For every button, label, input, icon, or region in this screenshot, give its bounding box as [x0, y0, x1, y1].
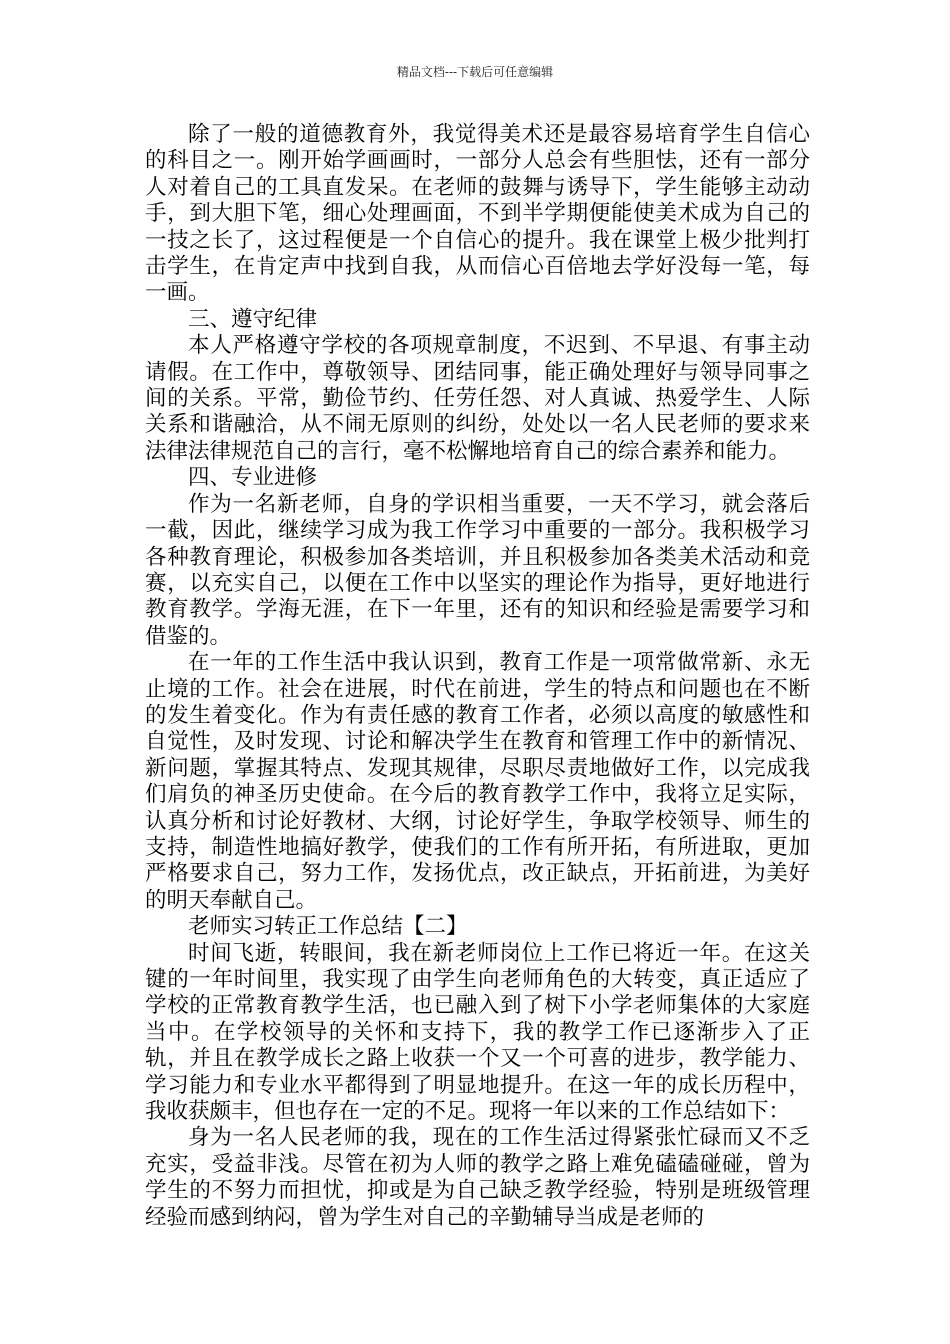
paragraph-summary-intro: 时间飞逝，转眼间，我在新老师岗位上工作已将近一年。在这关键的一年时间里，我实现了由学生向老师角色的大转变，真正适应了学校的正常教育教学生活，也已融入到了树下小学老师集体的大家庭当中。在学校领导的关怀和支持下，我的教学工作已逐渐步入了正轨，并且在教学成长之路上收获一个又一个可喜的进步，教学能力、学习能力和专业水平都得到了明显地提升。在这一年的成长历程中，我收获颇丰，但也存在一定的不足。现将一年以来的工作总结如下： [145, 940, 810, 1125]
section-heading-professional-study: 四、专业进修 [188, 465, 318, 491]
document-body [145, 122, 810, 1231]
paragraph-confidence: 除了一般的道德教育外，我觉得美术还是最容易培育学生自信心的科目之一。刚开始学画画时，一部分人总会有些胆怯，还有一部分人对着自己的工具直发呆。在老师的鼓舞与诱导下，学生能够主动动手，到大胆下笔，细心处理画面，不到半学期便能使美术成为自己的一技之长了，这过程便是一个自信心的提升。我在课堂上极少批判打击学生，在肯定声中找到自我，从而信心百倍地去学好没每一笔，每一画。 [145, 122, 810, 306]
paragraph-discipline: 本人严格遵守学校的各项规章制度，不迟到、不早退、有事主动请假。在工作中，尊敬领导、团结同事，能正确处理好与领导同事之间的关系。平常，勤俭节约、任劳任怨、对人真诚、热爱学生、人际关系和谐融洽，从不闹无原则的纠纷，处处以一名人民老师的要求来法律法律规范自己的言行，毫不松懈地培育自己的综合素养和能力。 [145, 333, 810, 464]
paragraph-professional-study: 作为一名新老师，自身的学识相当重要，一天不学习，就会落后一截，因此，继续学习成为我工作学习中重要的一部分。我积极学习各种教育理论，积极参加各类培训，并且积极参加各类美术活动和竞赛，以充实自己，以便在工作中以坚实的理论作为指导，更好地进行教育教学。学海无涯，在下一年里，还有的知识和经验是需要学习和借鉴的。 [145, 491, 810, 649]
section-heading-discipline: 三、遵守纪律 [188, 306, 318, 332]
section-title-summary-two: 老师实习转正工作总结【二】 [188, 914, 468, 940]
paragraph-teacher-life: 身为一名人民老师的我，现在的工作生活过得紧张忙碌而又不乏充实，受益非浅。尽管在初为人师的教学之路上难免磕磕碰碰，曾为学生的不努力而担忧，抑或是为自己缺乏教学经验，特别是班级管理经验而感到纳闷，曾为学生对自己的辛勤辅导当成是老师的 [145, 1125, 810, 1230]
page-header: 精品文档---下载后可任意编辑 [396, 65, 554, 79]
paragraph-reflection: 在一年的工作生活中我认识到，教育工作是一项常做常新、永无止境的工作。社会在进展，时代在前进，学生的特点和问题也在不断的发生着变化。作为有责任感的教育工作者，必须以高度的敏感性和自觉性，及时发现、讨论和解决学生在教育和管理工作中的新情况、新问题，掌握其特点、发现其规律，尽职尽责地做好工作，以完成我们肩负的神圣历史使命。在今后的教育教学工作中，我将立足实际，认真分析和讨论好教材、大纲，讨论好学生，争取学校领导、师生的支持，制造性地搞好教学，使我们的工作有所开拓，有所进取，更加严格要求自己，努力工作，发扬优点，改正缺点，开拓前进，为美好的明天奉献自己。 [145, 650, 810, 913]
